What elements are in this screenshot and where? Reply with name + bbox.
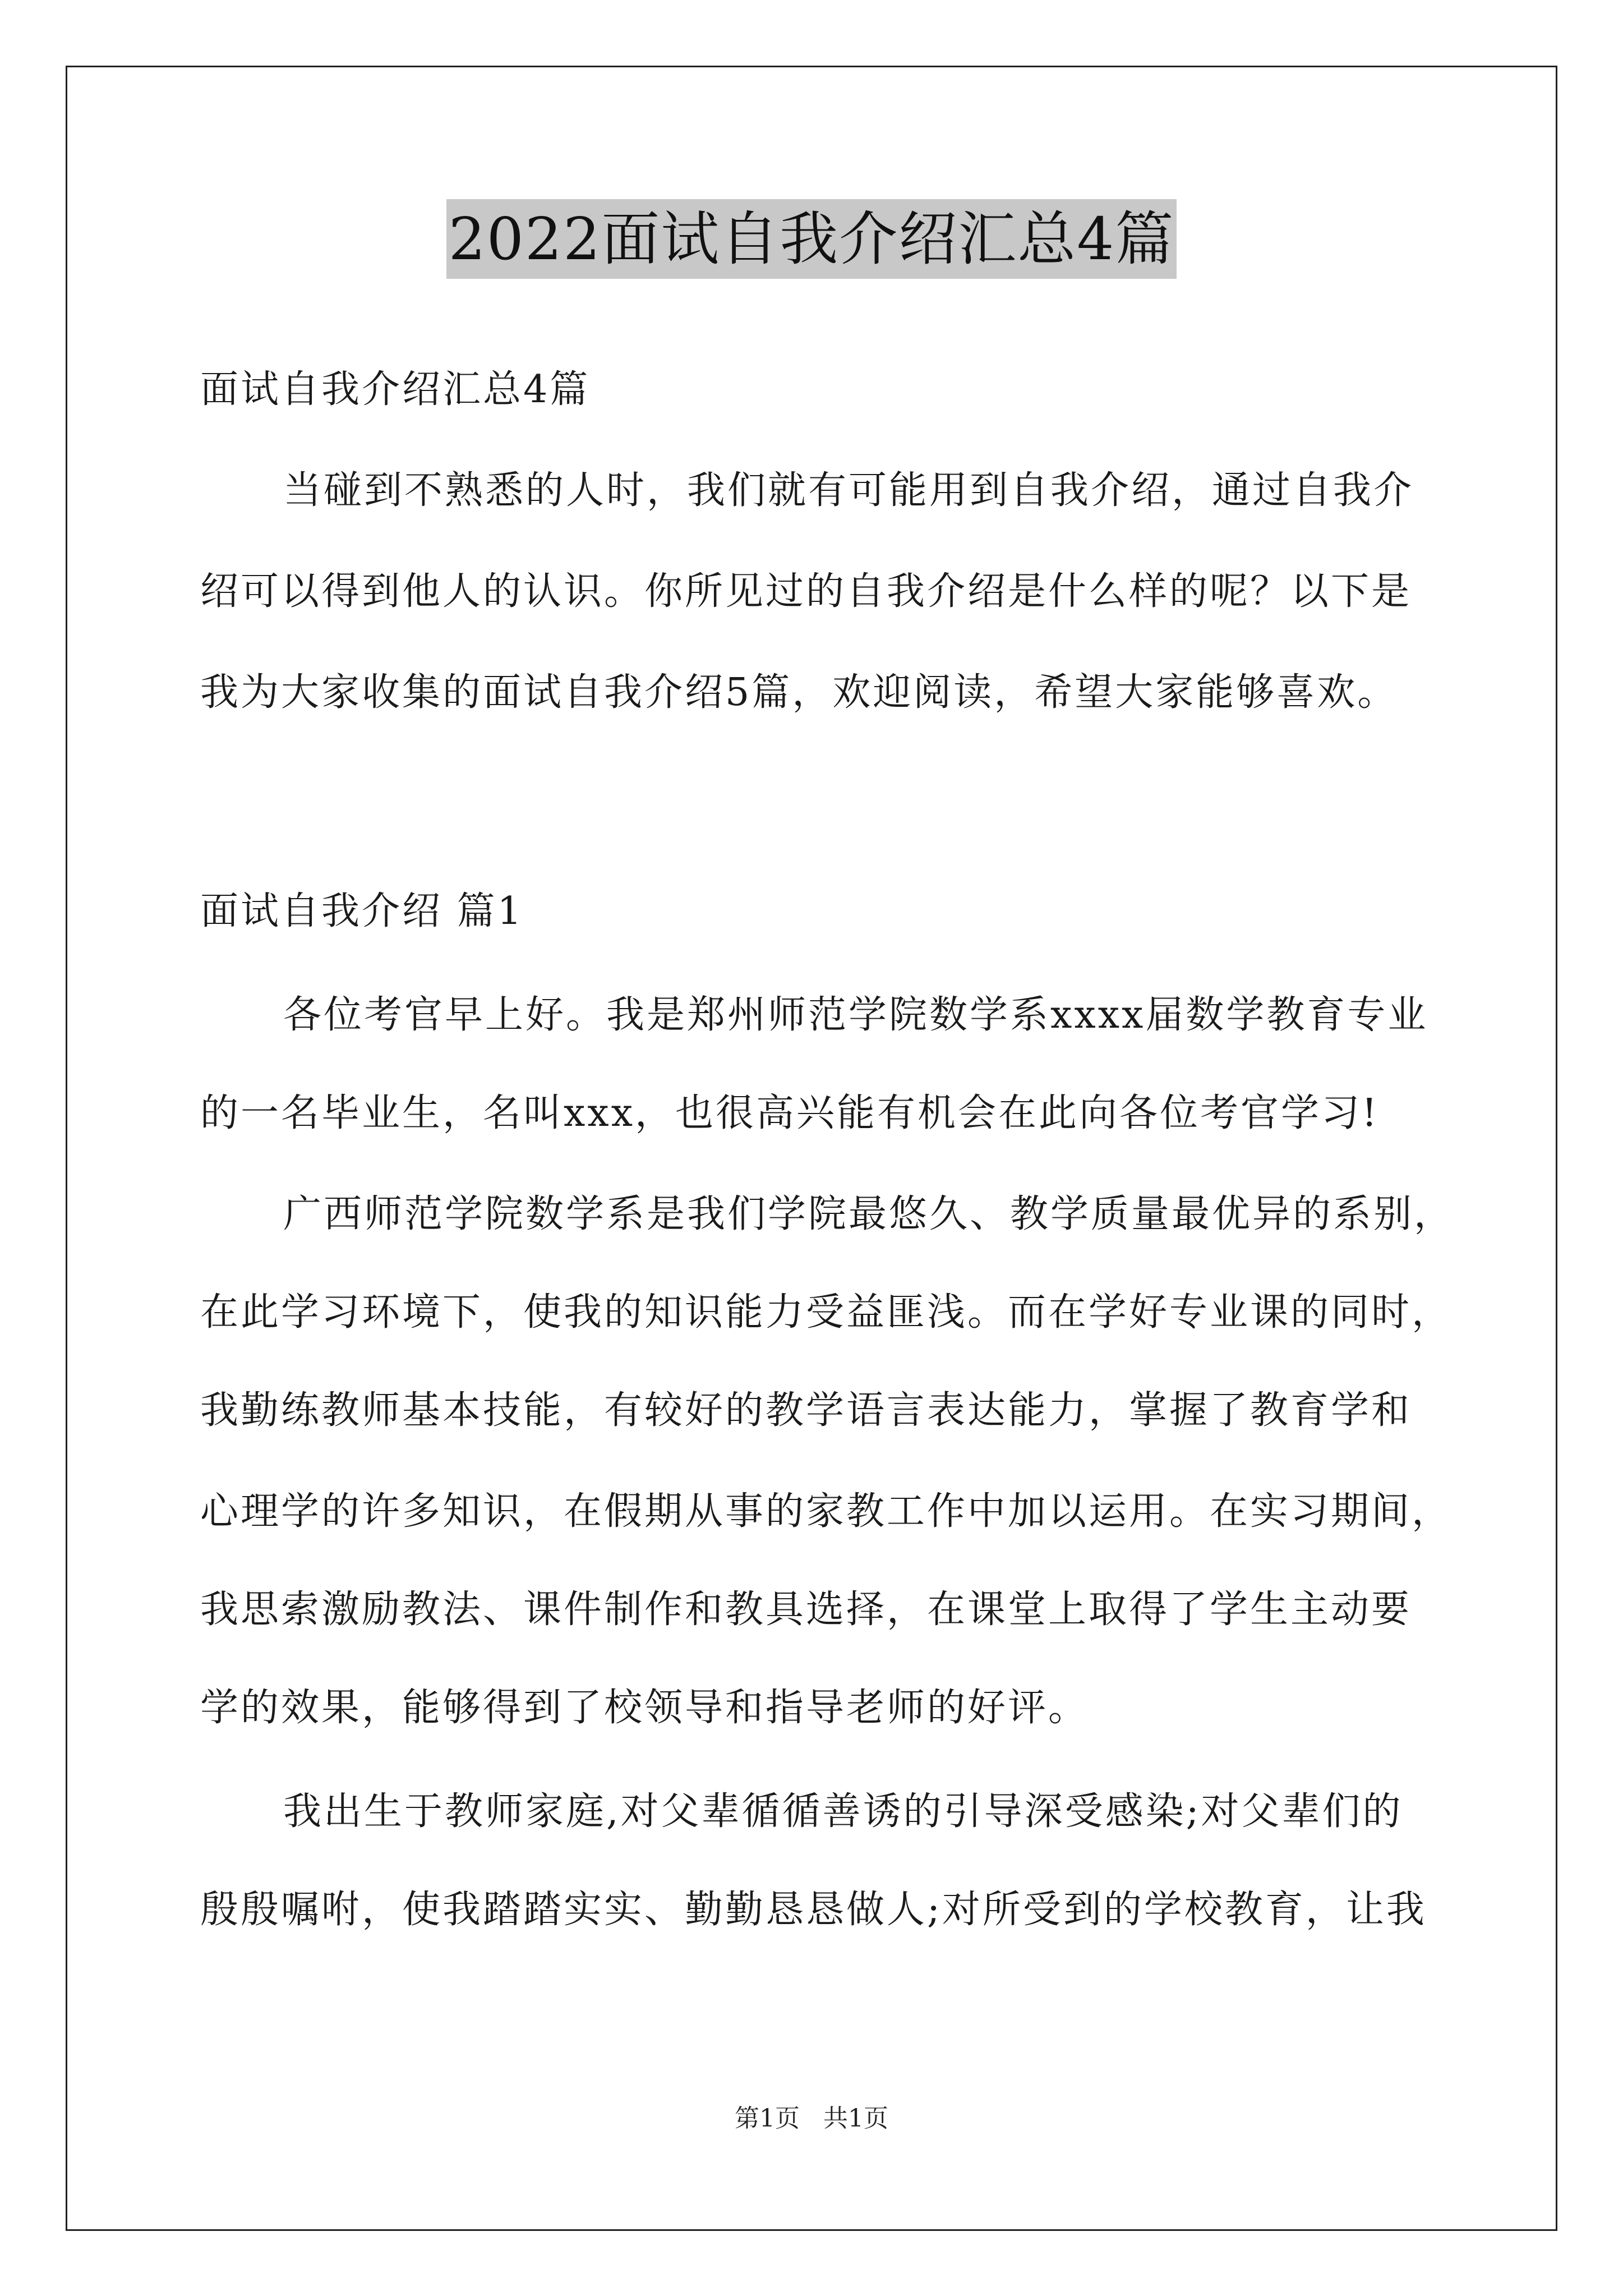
paragraph-line: 殷殷嘱咐，使我踏踏实实、勤勤恳恳做人;对所受到的学校教育，让我 bbox=[200, 1888, 1427, 1932]
paragraph-line: 广西师范学院数学系是我们学院最悠久、教学质量最优异的系别， bbox=[283, 1192, 1455, 1236]
paragraph-line: 的一名毕业生，名叫xxx，也很高兴能有机会在此向各位考官学习! bbox=[200, 1091, 1380, 1135]
paragraph-line: 心理学的许多知识，在假期从事的家教工作中加以运用。在实习期间， bbox=[200, 1489, 1453, 1534]
paragraph-line: 我思索激励教法、课件制作和教具选择，在课堂上取得了学生主动要 bbox=[200, 1588, 1412, 1632]
section-heading: 面试自我介绍 篇1 bbox=[200, 889, 524, 933]
intro-line: 绍可以得到他人的认识。你所见过的自我介绍是什么样的呢？以下是 bbox=[200, 569, 1412, 614]
paragraph-line: 在此学习环境下，使我的知识能力受益匪浅。而在学好专业课的同时， bbox=[200, 1290, 1453, 1335]
paragraph-line: 我出生于教师家庭,对父辈循循善诱的引导深受感染;对父辈们的 bbox=[283, 1789, 1403, 1834]
intro-line: 我为大家收集的面试自我介绍5篇，欢迎阅读，希望大家能够喜欢。 bbox=[200, 670, 1398, 715]
document-title: 2022面试自我介绍汇总4篇 bbox=[446, 199, 1177, 279]
page-number: 第1页 bbox=[735, 2104, 800, 2133]
title-container bbox=[0, 199, 1623, 279]
paragraph-line: 我勤练教师基本技能，有较好的教学语言表达能力，掌握了教育学和 bbox=[200, 1388, 1412, 1433]
paragraph-line: 学的效果，能够得到了校领导和指导老师的好评。 bbox=[200, 1686, 1089, 1730]
page-footer bbox=[0, 2098, 1623, 2134]
paragraph-line: 各位考官早上好。我是郑州师范学院数学系xxxx届数学教育专业 bbox=[283, 993, 1428, 1037]
page-total: 共1页 bbox=[823, 2104, 888, 2133]
document-subtitle: 面试自我介绍汇总4篇 bbox=[200, 367, 591, 412]
intro-line: 当碰到不熟悉的人时，我们就有可能用到自我介绍，通过自我介 bbox=[283, 468, 1414, 513]
